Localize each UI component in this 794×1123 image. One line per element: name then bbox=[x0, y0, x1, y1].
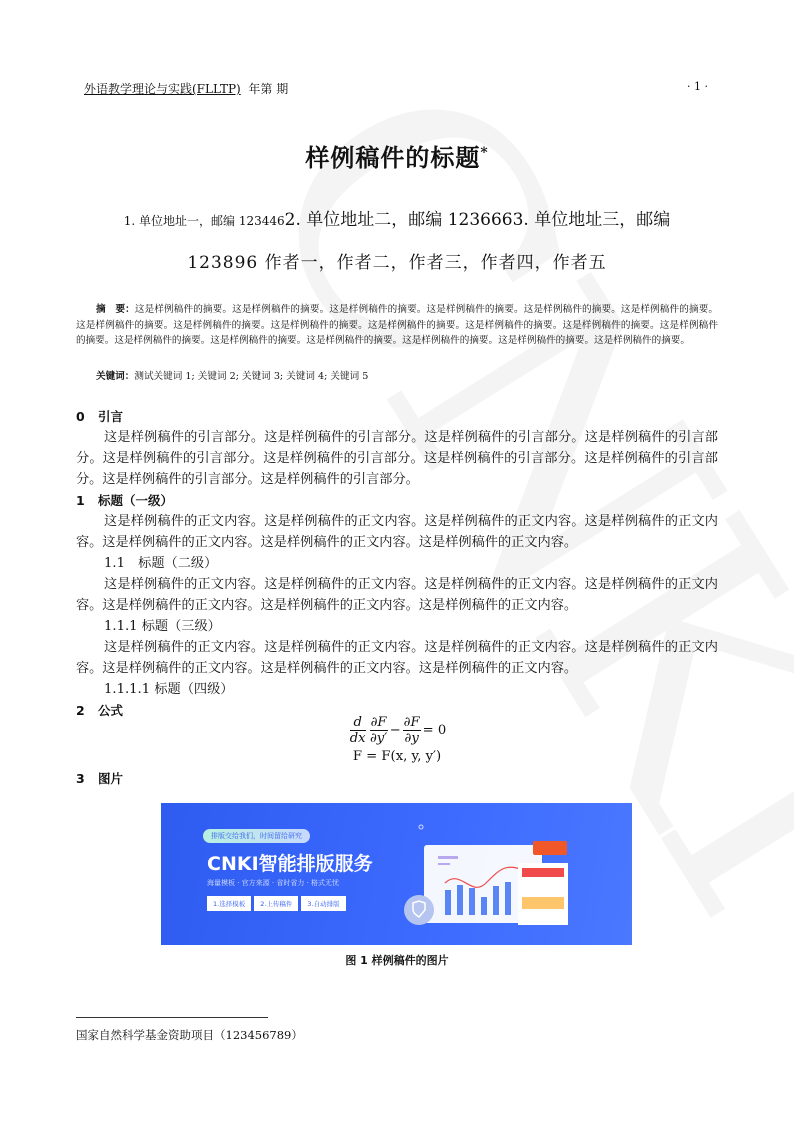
paragraph: 这是样例稿件的正文内容。这是样例稿件的正文内容。这是样例稿件的正文内容。这是样例稿件的正文内容。这是样例稿件的正文内容。这是样例稿件的正文内容。这是样例稿件的正文内容。 bbox=[76, 514, 718, 550]
equation-2: F = F(x, y, y′) bbox=[352, 749, 442, 764]
subsubsection-heading: 1.1.1 标题（三级） bbox=[104, 619, 221, 634]
journal-name: 外语教学理论与实践(FLLTP) bbox=[84, 82, 241, 96]
running-header bbox=[84, 80, 288, 97]
banner-headline: CNKI智能排版服务 bbox=[207, 853, 373, 875]
body bbox=[76, 406, 718, 789]
subsection-heading: 1.1 标题（二级） bbox=[104, 556, 218, 571]
tagline-bubble: 排版交给我们，时间留给研究 bbox=[203, 829, 310, 843]
banner-subtitle: 海量模板 · 官方来源 · 省时省力 · 格式无忧 bbox=[207, 879, 340, 887]
footnote-divider bbox=[76, 1017, 268, 1018]
step-3: 3.自动排版 bbox=[301, 896, 345, 911]
steps bbox=[207, 896, 346, 911]
section-heading: 1 标题（一级） bbox=[76, 493, 174, 508]
section-heading: 3 图片 bbox=[76, 771, 124, 786]
affiliations: 1. 单位地址一，邮编 1234462. 单位地址二，邮编 1236663. 单位地址三，邮编 bbox=[123, 210, 671, 230]
figure-caption: 图 1 样例稿件的图片 bbox=[345, 954, 449, 967]
authors: 123896 作者一，作者二，作者三，作者四，作者五 bbox=[187, 253, 607, 273]
step-1: 1.选择模板 bbox=[207, 896, 251, 911]
step-2: 2.上传稿件 bbox=[254, 896, 298, 911]
abstract: 摘 要：这是样例稿件的摘要。这是样例稿件的摘要。这是样例稿件的摘要。这是样例稿件的摘要。这是样例稿件的摘要。这是样例稿件的摘要。这是样例稿件的摘要。这是样例稿件的摘要。这是样例稿件的摘要。这是样例稿件的摘要。这是样例稿件的摘要。这是样例稿件的摘要。这是样例稿件的摘要。这是样例稿件的摘要。这是样例稿件的摘要。这是样例稿件的摘要。这是样例稿件的摘要。这是样例稿件的摘要。这是样例稿件的摘要。 bbox=[76, 304, 719, 347]
paragraph: 这是样例稿件的正文内容。这是样例稿件的正文内容。这是样例稿件的正文内容。这是样例稿件的正文内容。这是样例稿件的正文内容。这是样例稿件的正文内容。这是样例稿件的正文内容。 bbox=[76, 640, 718, 676]
issue: 年第 期 bbox=[248, 82, 289, 96]
page-number: · 1 · bbox=[687, 80, 708, 93]
paragraph: 这是样例稿件的正文内容。这是样例稿件的正文内容。这是样例稿件的正文内容。这是样例稿件的正文内容。这是样例稿件的正文内容。这是样例稿件的正文内容。这是样例稿件的正文内容。 bbox=[76, 577, 718, 613]
keywords: 关键词：测试关键词 1; 关键词 2; 关键词 3; 关键词 4; 关键词 5 bbox=[96, 371, 369, 382]
paragraph: 这是样例稿件的引言部分。这是样例稿件的引言部分。这是样例稿件的引言部分。这是样例稿件的引言部分。这是样例稿件的引言部分。这是样例稿件的引言部分。这是样例稿件的引言部分。这是样例稿件的引言部分。这是样例稿件的引言部分。这是样例稿件的引言部分。 bbox=[76, 430, 718, 487]
paper-title: 样例稿件的标题* bbox=[305, 143, 489, 172]
illustration bbox=[391, 813, 631, 943]
equation-1: $\frac{d}{dx}$ $\frac{\partial F}{\partial y'}$ − $\frac{\partial F}{\partial y}$ = 0 bbox=[349, 715, 447, 746]
section-heading: 0 引言 bbox=[76, 409, 124, 424]
section-heading: 2 公式 bbox=[76, 703, 124, 718]
footnote: 国家自然科学基金资助项目（123456789） bbox=[76, 1028, 303, 1042]
figure-image bbox=[161, 803, 632, 945]
level4-heading: 1.1.1.1 标题（四级） bbox=[104, 682, 234, 697]
